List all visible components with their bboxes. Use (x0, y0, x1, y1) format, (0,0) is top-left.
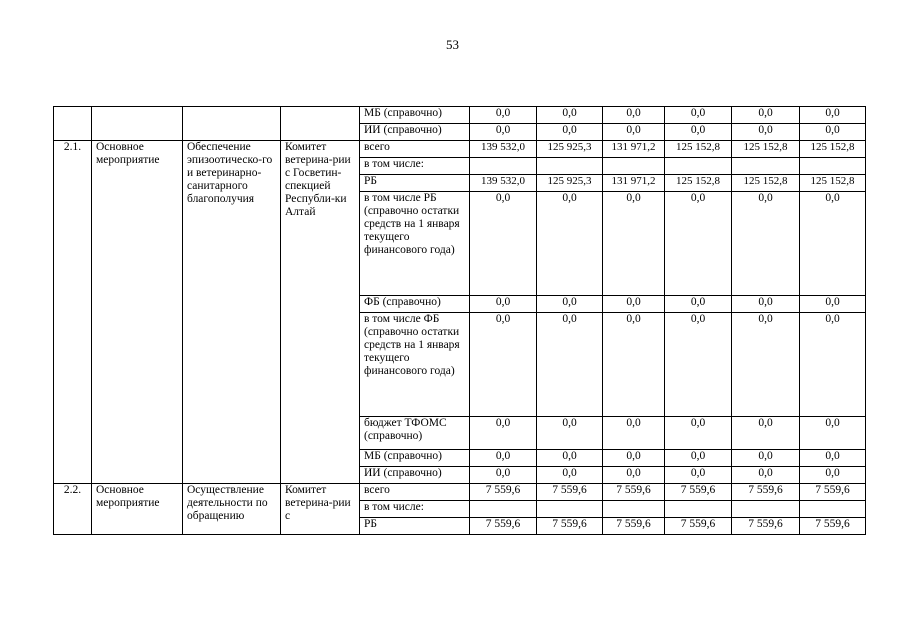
value-cell: 125 152,8 (732, 141, 800, 158)
funding-source: МБ (справочно) (360, 450, 470, 467)
value-cell: 125 152,8 (800, 141, 866, 158)
funding-source: в том числе: (360, 158, 470, 175)
section-code: 2.1. (54, 141, 92, 484)
value-cell: 0,0 (665, 313, 732, 417)
value-cell: 0,0 (537, 192, 603, 296)
value-cell: 139 532,0 (470, 175, 537, 192)
value-cell: 7 559,6 (470, 484, 537, 501)
section-executor: Комитет ветерина-рии с (281, 484, 360, 535)
value-cell: 0,0 (537, 313, 603, 417)
value-cell: 0,0 (537, 467, 603, 484)
value-cell: 0,0 (603, 107, 665, 124)
value-cell (470, 501, 537, 518)
value-cell: 0,0 (800, 417, 866, 450)
value-cell: 0,0 (732, 467, 800, 484)
value-cell: 7 559,6 (537, 484, 603, 501)
value-cell: 125 152,8 (665, 175, 732, 192)
value-cell (537, 158, 603, 175)
value-cell (537, 501, 603, 518)
table-row (54, 141, 866, 158)
value-cell: 7 559,6 (537, 518, 603, 535)
table-row (54, 484, 866, 501)
value-cell: 0,0 (603, 313, 665, 417)
funding-source: ИИ (справочно) (360, 124, 470, 141)
funding-source: ФБ (справочно) (360, 296, 470, 313)
value-cell (800, 158, 866, 175)
value-cell: 0,0 (732, 107, 800, 124)
section-type: Основное мероприятие (92, 141, 183, 484)
value-cell (732, 158, 800, 175)
value-cell: 125 925,3 (537, 141, 603, 158)
value-cell: 0,0 (665, 296, 732, 313)
value-cell: 0,0 (537, 107, 603, 124)
section-name: Обеспечение эпизоотическо-го и ветеринарно-санитарного благополучия (183, 141, 281, 484)
value-cell: 0,0 (732, 450, 800, 467)
value-cell (470, 158, 537, 175)
value-cell: 139 532,0 (470, 141, 537, 158)
funding-source: МБ (справочно) (360, 107, 470, 124)
value-cell: 0,0 (470, 192, 537, 296)
value-cell: 0,0 (665, 124, 732, 141)
value-cell: 0,0 (603, 417, 665, 450)
funding-source: в том числе: (360, 501, 470, 518)
value-cell: 7 559,6 (800, 518, 866, 535)
value-cell: 0,0 (537, 124, 603, 141)
value-cell: 125 925,3 (537, 175, 603, 192)
value-cell (732, 501, 800, 518)
value-cell: 0,0 (732, 124, 800, 141)
page-number: 53 (446, 37, 459, 52)
value-cell: 7 559,6 (800, 484, 866, 501)
section-executor: Комитет ветерина-рии с Госветин-спекцией Республи-ки Алтай (281, 141, 360, 484)
value-cell: 125 152,8 (800, 175, 866, 192)
value-cell: 0,0 (603, 192, 665, 296)
value-cell: 7 559,6 (603, 518, 665, 535)
value-cell: 0,0 (470, 450, 537, 467)
section-type: Основное мероприятие (92, 484, 183, 535)
value-cell: 0,0 (665, 192, 732, 296)
value-cell: 7 559,6 (732, 484, 800, 501)
section-name: Осуществление деятельности по обращению (183, 484, 281, 535)
value-cell: 0,0 (800, 296, 866, 313)
value-cell: 0,0 (470, 296, 537, 313)
value-cell: 0,0 (732, 417, 800, 450)
funding-source: всего (360, 484, 470, 501)
value-cell: 0,0 (470, 313, 537, 417)
value-cell: 0,0 (537, 417, 603, 450)
value-cell: 125 152,8 (732, 175, 800, 192)
value-cell: 0,0 (603, 296, 665, 313)
value-cell: 0,0 (665, 417, 732, 450)
value-cell: 0,0 (470, 467, 537, 484)
value-cell: 0,0 (800, 450, 866, 467)
value-cell: 0,0 (800, 467, 866, 484)
executor-cell-empty (281, 107, 360, 141)
value-cell: 0,0 (603, 450, 665, 467)
funding-source: РБ (360, 518, 470, 535)
value-cell: 7 559,6 (732, 518, 800, 535)
budget-table (53, 106, 866, 535)
value-cell: 0,0 (603, 467, 665, 484)
value-cell: 0,0 (732, 192, 800, 296)
funding-source: в том числе ФБ (справочно остатки средств на 1 января текущего финансового года) (360, 313, 470, 417)
value-cell (665, 158, 732, 175)
name-cell-empty (183, 107, 281, 141)
value-cell: 131 971,2 (603, 141, 665, 158)
value-cell: 0,0 (800, 313, 866, 417)
section-code: 2.2. (54, 484, 92, 535)
code-cell-empty (54, 107, 92, 141)
value-cell (665, 501, 732, 518)
value-cell: 0,0 (732, 313, 800, 417)
value-cell (800, 501, 866, 518)
value-cell: 131 971,2 (603, 175, 665, 192)
funding-source: в том числе РБ (справочно остатки средств на 1 января текущего финансового года) (360, 192, 470, 296)
type-cell-empty (92, 107, 183, 141)
value-cell: 7 559,6 (603, 484, 665, 501)
value-cell: 0,0 (470, 124, 537, 141)
value-cell: 0,0 (665, 107, 732, 124)
value-cell: 125 152,8 (665, 141, 732, 158)
value-cell (603, 501, 665, 518)
value-cell: 7 559,6 (665, 518, 732, 535)
value-cell: 0,0 (732, 296, 800, 313)
funding-source: бюджет ТФОМС (справочно) (360, 417, 470, 450)
value-cell: 0,0 (665, 467, 732, 484)
value-cell: 7 559,6 (665, 484, 732, 501)
value-cell: 7 559,6 (470, 518, 537, 535)
value-cell: 0,0 (603, 124, 665, 141)
value-cell: 0,0 (665, 450, 732, 467)
value-cell: 0,0 (800, 192, 866, 296)
value-cell: 0,0 (470, 417, 537, 450)
value-cell: 0,0 (537, 296, 603, 313)
value-cell: 0,0 (800, 107, 866, 124)
funding-source: РБ (360, 175, 470, 192)
funding-source: всего (360, 141, 470, 158)
value-cell: 0,0 (537, 450, 603, 467)
value-cell: 0,0 (800, 124, 866, 141)
value-cell: 0,0 (470, 107, 537, 124)
funding-source: ИИ (справочно) (360, 467, 470, 484)
value-cell (603, 158, 665, 175)
table-row (54, 107, 866, 124)
